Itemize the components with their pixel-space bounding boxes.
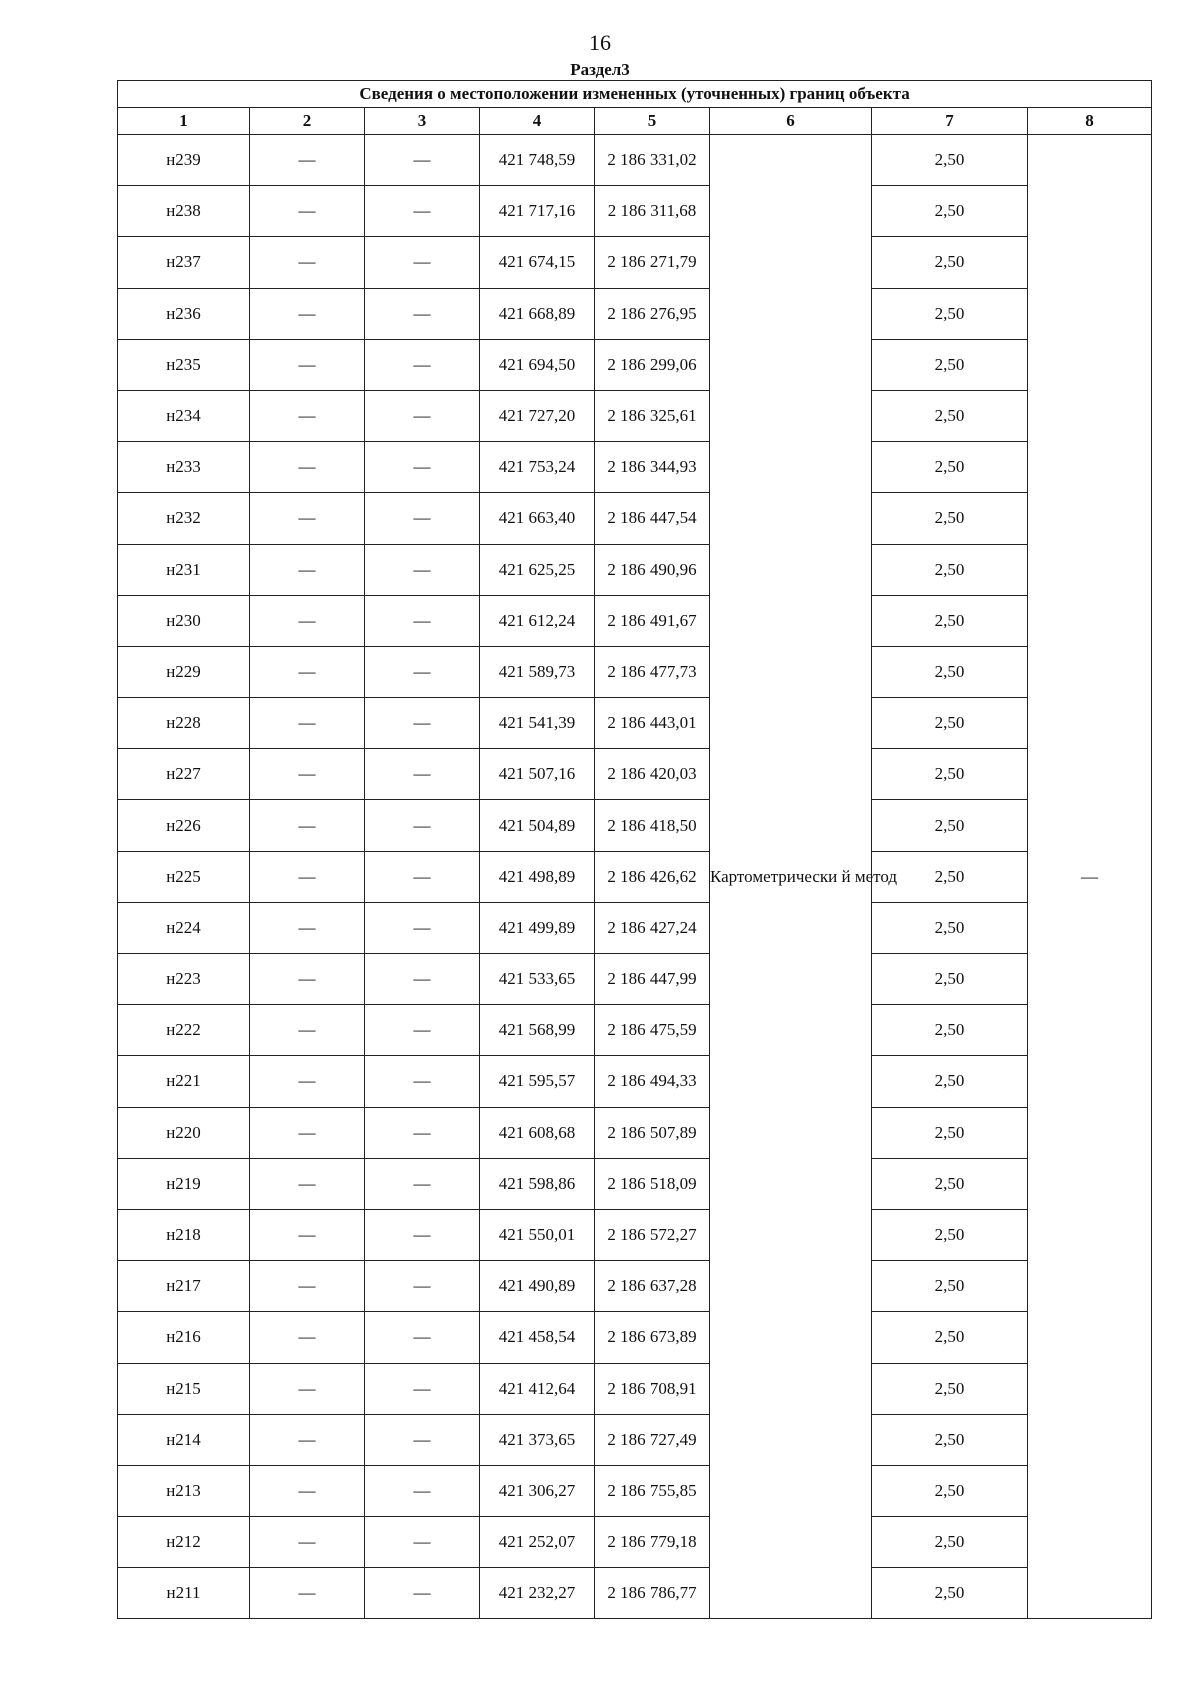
point-cell: н213 (118, 1465, 250, 1516)
point-cell: н220 (118, 1107, 250, 1158)
col2-cell: — (250, 800, 365, 851)
accuracy-cell: 2,50 (872, 339, 1028, 390)
column-number: 1 (118, 108, 250, 135)
col3-cell: — (365, 390, 480, 441)
accuracy-cell: 2,50 (872, 749, 1028, 800)
table-row (118, 749, 1152, 800)
col2-cell: — (250, 902, 365, 953)
y-coordinate-cell: 2 186 271,79 (595, 237, 710, 288)
table-row (118, 442, 1152, 493)
col3-cell: — (365, 800, 480, 851)
point-cell: н214 (118, 1414, 250, 1465)
table-row (118, 1261, 1152, 1312)
table-row (118, 1209, 1152, 1260)
x-coordinate-cell: 421 595,57 (480, 1056, 595, 1107)
col3-cell: — (365, 1465, 480, 1516)
x-coordinate-cell: 421 490,89 (480, 1261, 595, 1312)
col3-cell: — (365, 749, 480, 800)
y-coordinate-cell: 2 186 426,62 (595, 851, 710, 902)
col3-cell: — (365, 339, 480, 390)
accuracy-cell: 2,50 (872, 851, 1028, 902)
col2-cell: — (250, 390, 365, 441)
accuracy-cell: 2,50 (872, 1005, 1028, 1056)
accuracy-cell: 2,50 (872, 954, 1028, 1005)
accuracy-cell: 2,50 (872, 544, 1028, 595)
y-coordinate-cell: 2 186 727,49 (595, 1414, 710, 1465)
table-row (118, 1465, 1152, 1516)
y-coordinate-cell: 2 186 475,59 (595, 1005, 710, 1056)
col3-cell: — (365, 1414, 480, 1465)
table-row (118, 1312, 1152, 1363)
col3-cell: — (365, 1158, 480, 1209)
table-row (118, 1517, 1152, 1568)
accuracy-cell: 2,50 (872, 135, 1028, 186)
col3-cell: — (365, 442, 480, 493)
x-coordinate-cell: 421 625,25 (480, 544, 595, 595)
accuracy-cell: 2,50 (872, 1261, 1028, 1312)
col2-cell: — (250, 1261, 365, 1312)
col3-cell: — (365, 1107, 480, 1158)
col2-cell: — (250, 288, 365, 339)
point-cell: н229 (118, 646, 250, 697)
x-coordinate-cell: 421 608,68 (480, 1107, 595, 1158)
y-coordinate-cell: 2 186 673,89 (595, 1312, 710, 1363)
point-cell: н235 (118, 339, 250, 390)
y-coordinate-cell: 2 186 276,95 (595, 288, 710, 339)
accuracy-cell: 2,50 (872, 390, 1028, 441)
x-coordinate-cell: 421 232,27 (480, 1568, 595, 1619)
col3-cell: — (365, 1363, 480, 1414)
table-row (118, 1056, 1152, 1107)
accuracy-cell: 2,50 (872, 902, 1028, 953)
column-number: 4 (480, 108, 595, 135)
col2-cell: — (250, 135, 365, 186)
x-coordinate-cell: 421 373,65 (480, 1414, 595, 1465)
accuracy-cell: 2,50 (872, 1568, 1028, 1619)
table-row (118, 595, 1152, 646)
col2-cell: — (250, 544, 365, 595)
col3-cell: — (365, 1056, 480, 1107)
x-coordinate-cell: 421 550,01 (480, 1209, 595, 1260)
table-row (118, 954, 1152, 1005)
point-cell: н234 (118, 390, 250, 441)
col2-cell: — (250, 646, 365, 697)
col3-cell: — (365, 237, 480, 288)
accuracy-cell: 2,50 (872, 1465, 1028, 1516)
accuracy-cell: 2,50 (872, 186, 1028, 237)
col3-cell: — (365, 544, 480, 595)
col2-cell: — (250, 1517, 365, 1568)
point-cell: н215 (118, 1363, 250, 1414)
col3-cell: — (365, 186, 480, 237)
y-coordinate-cell: 2 186 344,93 (595, 442, 710, 493)
col2-cell: — (250, 698, 365, 749)
y-coordinate-cell: 2 186 518,09 (595, 1158, 710, 1209)
col3-cell: — (365, 646, 480, 697)
column-number: 3 (365, 108, 480, 135)
y-coordinate-cell: 2 186 490,96 (595, 544, 710, 595)
table-body (118, 135, 1152, 1619)
accuracy-cell: 2,50 (872, 493, 1028, 544)
col3-cell: — (365, 954, 480, 1005)
accuracy-cell: 2,50 (872, 800, 1028, 851)
table-row (118, 1158, 1152, 1209)
column-number: 7 (872, 108, 1028, 135)
x-coordinate-cell: 421 694,50 (480, 339, 595, 390)
col8-cell: — (1028, 135, 1152, 1619)
point-cell: н227 (118, 749, 250, 800)
col2-cell: — (250, 493, 365, 544)
y-coordinate-cell: 2 186 786,77 (595, 1568, 710, 1619)
point-cell: н239 (118, 135, 250, 186)
col3-cell: — (365, 135, 480, 186)
col3-cell: — (365, 493, 480, 544)
col3-cell: — (365, 1005, 480, 1056)
table-row (118, 186, 1152, 237)
col2-cell: — (250, 749, 365, 800)
table-row (118, 1363, 1152, 1414)
col3-cell: — (365, 595, 480, 646)
col3-cell: — (365, 902, 480, 953)
x-coordinate-cell: 421 533,65 (480, 954, 595, 1005)
point-cell: н212 (118, 1517, 250, 1568)
accuracy-cell: 2,50 (872, 442, 1028, 493)
table-row (118, 1107, 1152, 1158)
col2-cell: — (250, 1056, 365, 1107)
x-coordinate-cell: 421 598,86 (480, 1158, 595, 1209)
col2-cell: — (250, 1158, 365, 1209)
col2-cell: — (250, 1568, 365, 1619)
x-coordinate-cell: 421 541,39 (480, 698, 595, 749)
table-row (118, 698, 1152, 749)
point-cell: н233 (118, 442, 250, 493)
col2-cell: — (250, 595, 365, 646)
table-row (118, 646, 1152, 697)
y-coordinate-cell: 2 186 477,73 (595, 646, 710, 697)
accuracy-cell: 2,50 (872, 237, 1028, 288)
x-coordinate-cell: 421 589,73 (480, 646, 595, 697)
method-cell: Картометрически й метод (710, 135, 872, 1619)
point-cell: н228 (118, 698, 250, 749)
col2-cell: — (250, 1107, 365, 1158)
col3-cell: — (365, 851, 480, 902)
col3-cell: — (365, 1261, 480, 1312)
y-coordinate-cell: 2 186 427,24 (595, 902, 710, 953)
x-coordinate-cell: 421 306,27 (480, 1465, 595, 1516)
y-coordinate-cell: 2 186 299,06 (595, 339, 710, 390)
y-coordinate-cell: 2 186 447,99 (595, 954, 710, 1005)
x-coordinate-cell: 421 727,20 (480, 390, 595, 441)
col2-cell: — (250, 851, 365, 902)
table-row (118, 544, 1152, 595)
col2-cell: — (250, 954, 365, 1005)
accuracy-cell: 2,50 (872, 1414, 1028, 1465)
y-coordinate-cell: 2 186 418,50 (595, 800, 710, 851)
point-cell: н221 (118, 1056, 250, 1107)
column-number: 5 (595, 108, 710, 135)
col2-cell: — (250, 1209, 365, 1260)
x-coordinate-cell: 421 458,54 (480, 1312, 595, 1363)
coordinates-table (117, 80, 1152, 1619)
point-cell: н238 (118, 186, 250, 237)
table-row (118, 851, 1152, 902)
y-coordinate-cell: 2 186 708,91 (595, 1363, 710, 1414)
column-number: 6 (710, 108, 872, 135)
x-coordinate-cell: 421 748,59 (480, 135, 595, 186)
table-row (118, 135, 1152, 186)
x-coordinate-cell: 421 568,99 (480, 1005, 595, 1056)
point-cell: н217 (118, 1261, 250, 1312)
y-coordinate-cell: 2 186 331,02 (595, 135, 710, 186)
col2-cell: — (250, 1312, 365, 1363)
point-cell: н236 (118, 288, 250, 339)
point-cell: н230 (118, 595, 250, 646)
col2-cell: — (250, 237, 365, 288)
accuracy-cell: 2,50 (872, 288, 1028, 339)
column-number: 2 (250, 108, 365, 135)
col3-cell: — (365, 1209, 480, 1260)
col2-cell: — (250, 1005, 365, 1056)
point-cell: н237 (118, 237, 250, 288)
accuracy-cell: 2,50 (872, 646, 1028, 697)
col2-cell: — (250, 1363, 365, 1414)
x-coordinate-cell: 421 507,16 (480, 749, 595, 800)
col2-cell: — (250, 1414, 365, 1465)
x-coordinate-cell: 421 412,64 (480, 1363, 595, 1414)
accuracy-cell: 2,50 (872, 1107, 1028, 1158)
point-cell: н232 (118, 493, 250, 544)
y-coordinate-cell: 2 186 420,03 (595, 749, 710, 800)
point-cell: н219 (118, 1158, 250, 1209)
col2-cell: — (250, 186, 365, 237)
table-row (118, 800, 1152, 851)
table-title: Сведения о местоположении измененных (уточненных) границ объекта (118, 81, 1152, 108)
col2-cell: — (250, 339, 365, 390)
table-row (118, 339, 1152, 390)
table-row (118, 390, 1152, 441)
x-coordinate-cell: 421 498,89 (480, 851, 595, 902)
point-cell: н224 (118, 902, 250, 953)
y-coordinate-cell: 2 186 494,33 (595, 1056, 710, 1107)
x-coordinate-cell: 421 612,24 (480, 595, 595, 646)
y-coordinate-cell: 2 186 443,01 (595, 698, 710, 749)
point-cell: н226 (118, 800, 250, 851)
table-row (118, 1414, 1152, 1465)
x-coordinate-cell: 421 504,89 (480, 800, 595, 851)
x-coordinate-cell: 421 668,89 (480, 288, 595, 339)
table-row (118, 288, 1152, 339)
point-cell: н223 (118, 954, 250, 1005)
table-row (118, 1568, 1152, 1619)
x-coordinate-cell: 421 674,15 (480, 237, 595, 288)
point-cell: н211 (118, 1568, 250, 1619)
y-coordinate-cell: 2 186 572,27 (595, 1209, 710, 1260)
y-coordinate-cell: 2 186 491,67 (595, 595, 710, 646)
table-row (118, 237, 1152, 288)
col3-cell: — (365, 1312, 480, 1363)
x-coordinate-cell: 421 717,16 (480, 186, 595, 237)
accuracy-cell: 2,50 (872, 595, 1028, 646)
page-number: 16 (589, 30, 611, 55)
col3-cell: — (365, 698, 480, 749)
table-row (118, 1005, 1152, 1056)
y-coordinate-cell: 2 186 325,61 (595, 390, 710, 441)
y-coordinate-cell: 2 186 779,18 (595, 1517, 710, 1568)
x-coordinate-cell: 421 252,07 (480, 1517, 595, 1568)
table-row (118, 902, 1152, 953)
column-number: 8 (1028, 108, 1152, 135)
y-coordinate-cell: 2 186 637,28 (595, 1261, 710, 1312)
point-cell: н218 (118, 1209, 250, 1260)
y-coordinate-cell: 2 186 755,85 (595, 1465, 710, 1516)
point-cell: н231 (118, 544, 250, 595)
col3-cell: — (365, 1568, 480, 1619)
x-coordinate-cell: 421 663,40 (480, 493, 595, 544)
column-number-row (118, 108, 1152, 135)
x-coordinate-cell: 421 753,24 (480, 442, 595, 493)
accuracy-cell: 2,50 (872, 1056, 1028, 1107)
y-coordinate-cell: 2 186 311,68 (595, 186, 710, 237)
accuracy-cell: 2,50 (872, 1209, 1028, 1260)
table-row (118, 493, 1152, 544)
accuracy-cell: 2,50 (872, 1312, 1028, 1363)
accuracy-cell: 2,50 (872, 1517, 1028, 1568)
accuracy-cell: 2,50 (872, 1158, 1028, 1209)
col3-cell: — (365, 1517, 480, 1568)
point-cell: н225 (118, 851, 250, 902)
col2-cell: — (250, 442, 365, 493)
point-cell: н222 (118, 1005, 250, 1056)
accuracy-cell: 2,50 (872, 1363, 1028, 1414)
y-coordinate-cell: 2 186 447,54 (595, 493, 710, 544)
point-cell: н216 (118, 1312, 250, 1363)
y-coordinate-cell: 2 186 507,89 (595, 1107, 710, 1158)
col3-cell: — (365, 288, 480, 339)
x-coordinate-cell: 421 499,89 (480, 902, 595, 953)
col2-cell: — (250, 1465, 365, 1516)
accuracy-cell: 2,50 (872, 698, 1028, 749)
section-label: Раздел3 (570, 60, 630, 79)
